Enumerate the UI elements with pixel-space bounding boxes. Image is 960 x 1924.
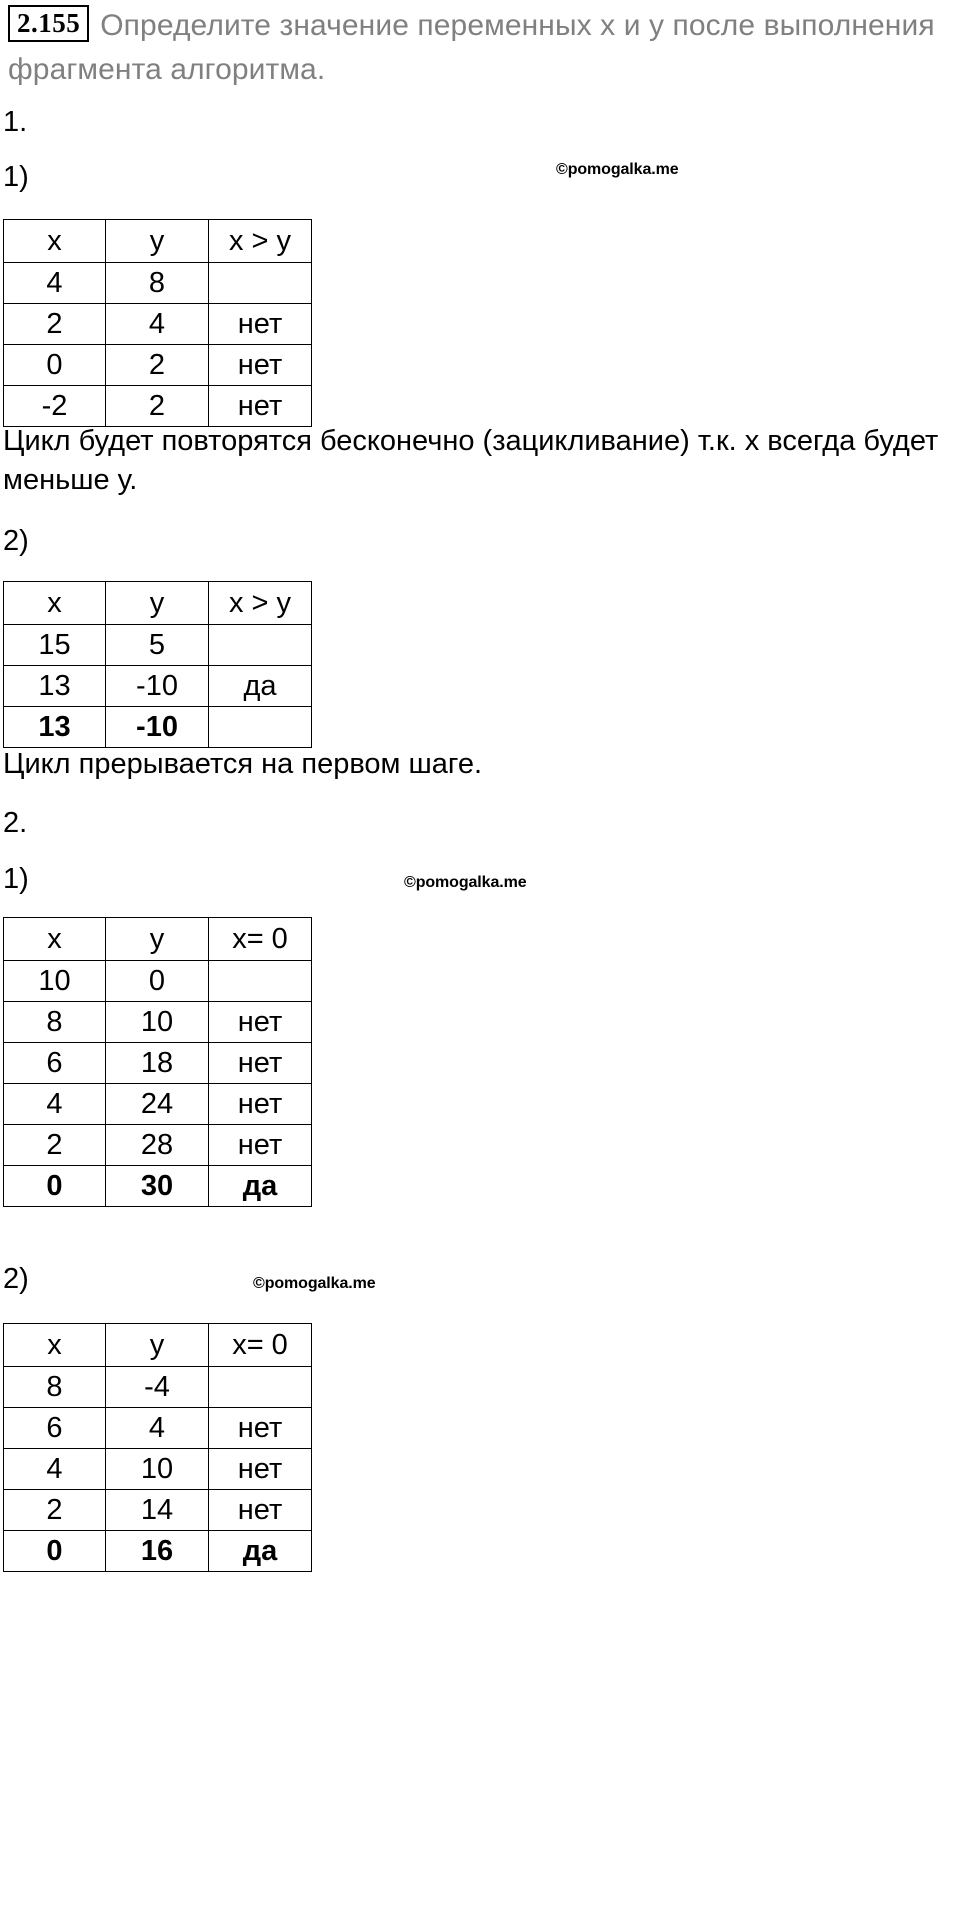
cell-cond	[209, 707, 312, 748]
cell-y: -10	[106, 707, 209, 748]
table-row	[4, 386, 312, 427]
table-row	[4, 961, 312, 1002]
subsection-label-1-1: 1)	[3, 161, 29, 193]
cell-y: 2	[106, 345, 209, 386]
cell-cond: да	[209, 666, 312, 707]
task-statement	[8, 4, 950, 92]
cell-x: -2	[4, 386, 106, 427]
subsection-label-2-2: 2)	[3, 1263, 29, 1295]
section-label-2: 2.	[3, 807, 28, 839]
table-header-row	[4, 582, 312, 625]
column-header-x: x	[4, 918, 106, 961]
column-header-cond: x > y	[209, 220, 312, 263]
cell-y: 4	[106, 304, 209, 345]
trace-table-3-body	[4, 918, 312, 1207]
cell-x: 0	[4, 345, 106, 386]
table-row	[4, 1408, 312, 1449]
cell-cond: нет	[209, 1449, 312, 1490]
trace-table-1-body	[4, 220, 312, 427]
cell-cond: нет	[209, 1490, 312, 1531]
cell-cond: нет	[209, 1043, 312, 1084]
task-header	[8, 4, 950, 92]
cell-x: 8	[4, 1002, 106, 1043]
cell-cond: нет	[209, 1002, 312, 1043]
cell-x: 4	[4, 263, 106, 304]
table-row	[4, 1490, 312, 1531]
cell-cond: да	[209, 1166, 312, 1207]
column-header-cond: x > y	[209, 582, 312, 625]
cell-cond: нет	[209, 345, 312, 386]
cell-y: 10	[106, 1002, 209, 1043]
cell-cond: нет	[209, 304, 312, 345]
cell-x: 0	[4, 1166, 106, 1207]
column-header-x: x	[4, 1324, 106, 1367]
cell-y: 24	[106, 1084, 209, 1125]
table-row	[4, 625, 312, 666]
table-header-row	[4, 220, 312, 263]
cell-y: 2	[106, 386, 209, 427]
column-header-y: y	[106, 582, 209, 625]
cell-x: 13	[4, 707, 106, 748]
column-header-y: y	[106, 918, 209, 961]
cell-y: 30	[106, 1166, 209, 1207]
column-header-cond: x= 0	[209, 918, 312, 961]
table-row	[4, 1084, 312, 1125]
cell-x: 2	[4, 304, 106, 345]
column-header-y: y	[106, 220, 209, 263]
trace-table-4-body	[4, 1324, 312, 1572]
table-row	[4, 666, 312, 707]
cell-y: 0	[106, 961, 209, 1002]
cell-x: 4	[4, 1084, 106, 1125]
table-row	[4, 1125, 312, 1166]
cell-y: 8	[106, 263, 209, 304]
table-row	[4, 1367, 312, 1408]
cell-y: 28	[106, 1125, 209, 1166]
table-row	[4, 1043, 312, 1084]
table-row	[4, 345, 312, 386]
table-row	[4, 1449, 312, 1490]
trace-table-1	[3, 219, 312, 427]
cell-y: 10	[106, 1449, 209, 1490]
column-header-x: x	[4, 582, 106, 625]
note-text-1: Цикл будет повторятся бесконечно (зацикливание) т.к. х всегда будет меньше у.	[3, 425, 939, 496]
cell-cond: нет	[209, 1125, 312, 1166]
subsection-label-1-2: 2)	[3, 525, 29, 557]
table-header-row	[4, 1324, 312, 1367]
cell-y: -4	[106, 1367, 209, 1408]
table-row-result	[4, 1166, 312, 1207]
cell-x: 2	[4, 1125, 106, 1166]
column-header-x: x	[4, 220, 106, 263]
cell-y: 4	[106, 1408, 209, 1449]
watermark-1: ©pomogalka.me	[556, 161, 679, 178]
watermark-2: ©pomogalka.me	[404, 874, 527, 891]
trace-table-2	[3, 581, 312, 748]
table-row-result	[4, 1531, 312, 1572]
trace-table-3	[3, 917, 312, 1207]
table-row	[4, 263, 312, 304]
cell-y: 18	[106, 1043, 209, 1084]
table-row	[4, 304, 312, 345]
cell-x: 15	[4, 625, 106, 666]
cell-cond: нет	[209, 1084, 312, 1125]
table-row-result	[4, 707, 312, 748]
cell-cond	[209, 263, 312, 304]
cell-y: 14	[106, 1490, 209, 1531]
cell-x: 13	[4, 666, 106, 707]
cell-x: 6	[4, 1043, 106, 1084]
cell-cond	[209, 625, 312, 666]
cell-cond: нет	[209, 1408, 312, 1449]
trace-table-2-body	[4, 582, 312, 748]
cell-x: 0	[4, 1531, 106, 1572]
watermark-3: ©pomogalka.me	[253, 1275, 376, 1292]
trace-table-4	[3, 1323, 312, 1572]
cell-y: 16	[106, 1531, 209, 1572]
cell-y: -10	[106, 666, 209, 707]
table-row	[4, 1002, 312, 1043]
section-label-1: 1.	[3, 106, 28, 138]
column-header-y: y	[106, 1324, 209, 1367]
cell-cond: да	[209, 1531, 312, 1572]
subsection-label-2-1: 1)	[3, 863, 29, 895]
column-header-cond: x= 0	[209, 1324, 312, 1367]
cell-x: 8	[4, 1367, 106, 1408]
cell-x: 10	[4, 961, 106, 1002]
cell-cond	[209, 961, 312, 1002]
note-text-2: Цикл прерывается на первом шаге.	[3, 748, 483, 780]
cell-x: 2	[4, 1490, 106, 1531]
cell-y: 5	[106, 625, 209, 666]
cell-cond: нет	[209, 386, 312, 427]
cell-x: 6	[4, 1408, 106, 1449]
table-header-row	[4, 918, 312, 961]
cell-x: 4	[4, 1449, 106, 1490]
task-number-badge: 2.155	[8, 5, 89, 42]
cell-cond	[209, 1367, 312, 1408]
task-statement-text: Определите значение переменных x и y после выполнения фрагмента алгоритма.	[8, 9, 935, 86]
